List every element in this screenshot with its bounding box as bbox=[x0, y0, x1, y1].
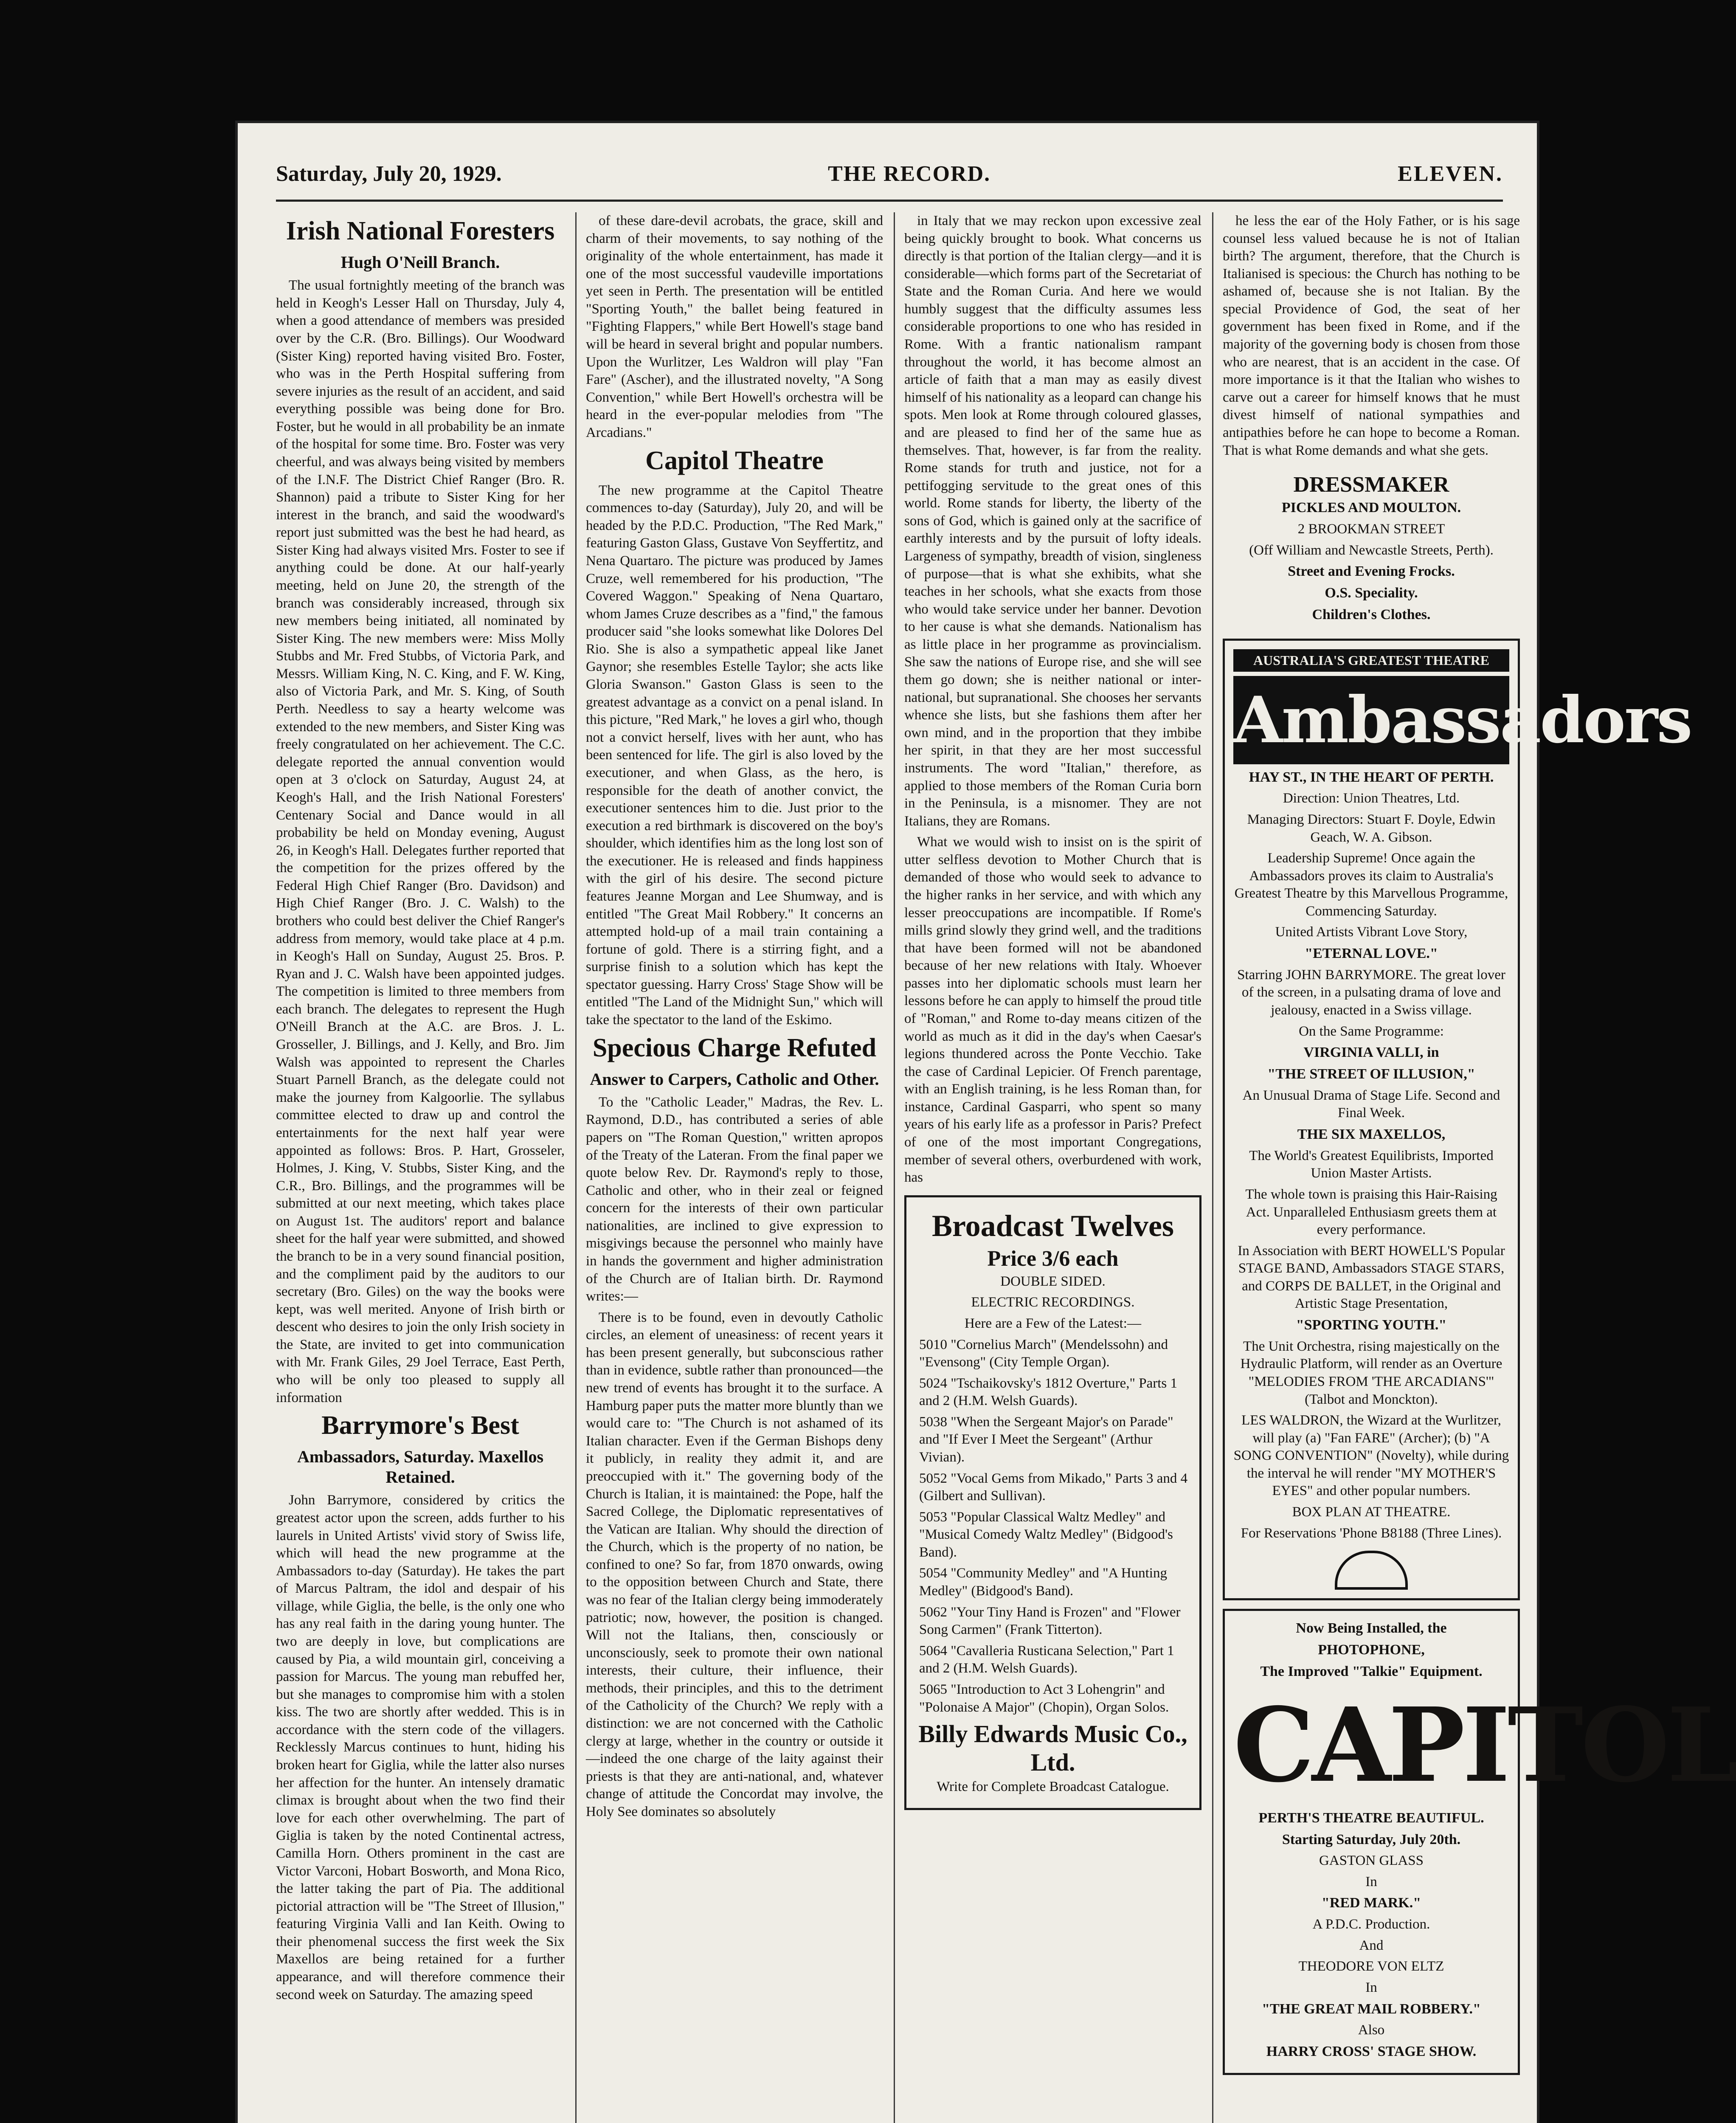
ad-line: Now Being Installed, the bbox=[1296, 1620, 1447, 1636]
ad-intro: Here are a Few of the Latest:— bbox=[965, 1315, 1141, 1331]
newspaper-page bbox=[238, 123, 1736, 2123]
ad-line: Direction: Union Theatres, Ltd. bbox=[1283, 791, 1460, 806]
record-item: 5064 "Cavalleria Rusticana Selection," Part 1 and 2 (H.M. Welsh Guards). bbox=[919, 1643, 1174, 1676]
ad-line: For Reservations 'Phone B8188 (Three Lines). bbox=[1241, 1525, 1502, 1541]
record-item: 5038 "When the Sergeant Major's on Parade" and "If Ever I Meet the Sergeant" (Arthur Vivian). bbox=[919, 1414, 1173, 1465]
ad-line: An Unusual Drama of Stage Life. Second and Final Week. bbox=[1242, 1087, 1500, 1121]
ad-feature: "THE GREAT MAIL ROBBERY." bbox=[1262, 2001, 1481, 2017]
ad-feature: "SPORTING YOUTH." bbox=[1296, 1317, 1447, 1333]
ad-line: PERTH'S THEATRE BEAUTIFUL. bbox=[1258, 1810, 1484, 1826]
specious-subhead: Answer to Carpers, Catholic and Other. bbox=[590, 1069, 879, 1089]
ad-line: LES WALDRON, the Wizard at the Wurlitzer, will play (a) "Fan FARE" (Archer); (b) "A SONG CONVENTION" (Novelty), while during the interval he will render "MY MOTHER'S EYES" and other popular numbers. bbox=[1233, 1413, 1509, 1499]
ad-line: Managing Directors: Stuart F. Doyle, Edwin Geach, W. A. Gibson. bbox=[1247, 811, 1496, 845]
barrymore-headline: Barrymore's Best bbox=[321, 1411, 519, 1440]
capitol-theatre-headline: Capitol Theatre bbox=[645, 446, 824, 475]
dressmaker-line: O.S. Speciality. bbox=[1325, 585, 1418, 601]
ad-feature: THE SIX MAXELLOS, bbox=[1297, 1126, 1446, 1142]
issue-date: Saturday, July 20, 1929. bbox=[276, 162, 502, 186]
record-item: 5024 "Tschaikovsky's 1812 Overture," Parts 1 and 2 (H.M. Welsh Guards). bbox=[919, 1375, 1178, 1409]
column-1 bbox=[276, 212, 565, 2123]
ad-title: Broadcast Twelves bbox=[932, 1208, 1174, 1243]
ad-feature: HARRY CROSS' STAGE SHOW. bbox=[1266, 2044, 1477, 2060]
ad-line: A P.D.C. Production. bbox=[1312, 1917, 1430, 1932]
ad-line: Starting Saturday, July 20th. bbox=[1282, 1831, 1461, 1847]
dressmaker-line: Street and Evening Frocks. bbox=[1288, 563, 1455, 580]
ad-seller: Billy Edwards Music Co., Ltd. bbox=[918, 1720, 1187, 1777]
ad-feature: "ETERNAL LOVE." bbox=[1305, 946, 1438, 962]
record-item: 5010 "Cornelius March" (Mendelssohn) and "Evensong" (City Temple Organ). bbox=[919, 1337, 1168, 1370]
ad-line: On the Same Programme: bbox=[1299, 1023, 1444, 1039]
ad-line: ELECTRIC RECORDINGS. bbox=[971, 1295, 1135, 1310]
ad-line: Starring JOHN BARRYMORE. The great lover of the screen, in a pulsating drama of love and jealousy, enacted in a Swiss village. bbox=[1237, 967, 1505, 1018]
dressmaker-address: 2 BROOKMAN STREET bbox=[1297, 521, 1445, 537]
ad-line: VIRGINIA VALLI, in bbox=[1303, 1045, 1439, 1061]
column-rule bbox=[894, 212, 895, 2123]
ad-line: Also bbox=[1358, 2022, 1385, 2038]
column-rule bbox=[1212, 212, 1213, 2123]
paper-name: THE RECORD. bbox=[828, 162, 991, 186]
specious-body: There is to be found, even in devoutly Catholic circles, an element of uneasiness: of recent years it has been present generally, but subconscious rather than in evidence, subtle rather than pronounced—the new trend of events has brought it to the surface. A Hamburg paper puts the matter more bluntly than we would care to: "The Church is not ashamed of its Italian character. Even if the German Bishops deny it publicly, in reality they admit it, and are preoccupied with it." The governing body of the Church is Italian, it is maintained: the Pope, half the Sacred College, the Diplomatic representatives of the Vatican are Italian. Why should the direction of the Church, which is the property of no nation, be confined to one? So far, from 1870 onwards, owing to the opposition between Church and State, there was no fear of the Italian clergy being immoderately patriotic; now, however, the position is changed. Will not the Italians, then, consciously or unconsciously, seek to promote their own national interests, their culture, their influence, their methods, their principles, and this to the detriment of the Catholicity of the Church? We reply with a distinction: we are not concerned with the Catholic clergy at large, whether in the country or outside it—indeed the one charge of the laity against their priests is that they are anti-national, and, whatever change of attitude the Concordat may involve, the Holy See dominates so absolutely bbox=[586, 1309, 883, 1819]
column-4 bbox=[1223, 212, 1736, 2123]
barrymore-body: John Barrymore, considered by critics the greatest actor upon the screen, adds further to his laurels in United Artists' vivid story of Swiss life, which will head the new programme at the Ambassadors to-day (Saturday). He takes the part of Marcus Paltram, the idol and despair of his village, while Giglia, the belle, is the only one who has any real faith in the daring young hunter. The two are deeply in love, but complications are caused by Pia, a wild mountain girl, conceiving a passion for Marcus. The young man rebuffed her, but she manages to compromise him with a stolen kiss. The two are shortly after wedded. This is in accordance with the stern code of the villagers. Recklessly Marcus continues to hunt, hiding his broken heart for Giglia, while the latter also nurses her affection for the hunter. An intensely dramatic climax is brought about when the two find their love for each other overwhelming. The part of Giglia is taken by the noted Continental actress, Camilla Horn. Others prominent in the cast are Victor Varconi, Hobart Bosworth, and Mona Rico, the latter taking the part of Pia. The additional pictorial attraction will be "The Street of Illusion," featuring Virginia Valli and Ian Keith. Owing to their phenomenal success the first week the Six Maxellos are being retained for a further appearance, and will therefore commence their second week on Saturday. The amazing speed bbox=[276, 1492, 565, 2002]
ad-line: The whole town is praising this Hair-Raising Act. Unparalleled Enthusiasm greets them at every performance. bbox=[1245, 1186, 1497, 1238]
capitol-ad bbox=[1223, 1609, 1736, 2075]
foresters-headline: Irish National Foresters bbox=[286, 217, 555, 245]
record-item: 5062 "Your Tiny Hand is Frozen" and "Flower Song Carmen" (Frank Titterton). bbox=[919, 1604, 1181, 1638]
broadcast-twelves-ad bbox=[904, 1195, 1201, 1810]
article-continuation: he less the ear of the Holy Father, or is his sage counsel less valued because he is not of Italian birth? The argument, therefore, that the Church is Italianised is specious: the Church has nothing to be ashamed of, because she is not Italian. By the special Providence of God, the seat of her government has been fixed in Rome, and if the majority of the governing body is chosen from those who are nearest, that is an accident in the case. Of more importance is it that the Italian who wishes to carve out a career for himself knows that he must divest himself of national sympathies and antipathies before he can hope to become a Roman. That is what Rome demands and what she gets. bbox=[1223, 213, 1520, 458]
foresters-subhead: Hugh O'Neill Branch. bbox=[340, 253, 500, 272]
dressmaker-ad bbox=[1223, 468, 1520, 630]
barrymore-subhead: Ambassadors, Saturday. Maxellos Retained. bbox=[297, 1447, 544, 1487]
ad-line: GASTON GLASS bbox=[1319, 1853, 1424, 1869]
capitol-logo: CAPITOL bbox=[1233, 1685, 1736, 1805]
record-item: 5052 "Vocal Gems from Mikado," Parts 3 and 4 (Gilbert and Sullivan). bbox=[919, 1470, 1188, 1504]
ad-price: Price 3/6 each bbox=[987, 1246, 1119, 1271]
capitol-theatre-body: The new programme at the Capitol Theatre commences to-day (Saturday), July 20, and will be headed by the P.D.C. Production, "The Red Mark," featuring Gaston Glass, Gustave Von Seyffertitz, and Nena Quartaro. The picture was produced by James Cruze, well remembered for his production, "The Covered Waggon." Speaking of Nena Quartaro, whom James Cruze describes as a "find," the famous producer said "she looks somewhat like Dolores Del Rio. She is also a sympathetic appeal like Janet Gaynor; she resembles Estelle Taylor; she acts like Gloria Swanson." Gaston Glass is seen to the greatest advantage as a convict on a penal island. In this picture, "Red Mark," he loves a girl who, though not a convict herself, lives with her aunt, who has been sentenced for life. The girl is also loved by the executioner, and when Glass, as the hero, is responsible for the death of another convict, the executioner sentences him to die. Just prior to the execution a red birthmark is discovered on the boy's shoulder, which identifies him as the long lost son of the executioner. He is released and finds happiness with the girl of his desire. The second picture features Jeanne Morgan and Lee Shumway, and is entitled "The Great Mail Robbery." It concerns an attempted hold-up of a mail train containing a fortune of gold. There is a stirring fight, and a surprise finish to a solution which has kept the spectator guessing. Harry Cross' Stage Show will be entitled "The Land of the Midnight Sun," which will take the spectator to the land of the Eskimo. bbox=[586, 482, 883, 1028]
theatre-logo-icon bbox=[1335, 1551, 1408, 1590]
dressmaker-line: Children's Clothes. bbox=[1312, 606, 1431, 622]
ad-line: The Unit Orchestra, rising majestically on the Hydraulic Platform, will render as an Overture "MELODIES FROM 'THE ARCADIANS'" (Talbot and Monckton). bbox=[1240, 1338, 1502, 1407]
ad-line: THEODORE VON ELTZ bbox=[1298, 1959, 1444, 1974]
article-continuation: What we would wish to insist on is the spirit of utter selfless devotion to Mother Church that is demanded of those who would seek to advance to the higher ranks in her service, and with which any lesser preoccupations are incompatible. If Rome's mills grind slowly they grind well, and the traditions that have been formed will not be abandoned because of her new relations with Italy. Whoever passes into her diplomatic schools must learn her lessons before he can apply to himself the proud title of "Roman," and Rome to-day means citizen of the world as much as it did in the day's when Caesar's legions thundered across the Ponte Vecchio. Take the case of Cardinal Lepicier. Of French parentage, with an English training, is he less Roman than, for instance, Cardinal Gasparri, who spent so many years of his early life as a professor in Paris? Prefect of one of the most important Congregations, member of several others, overburdened with work, has bbox=[904, 834, 1201, 1185]
article-continuation: in Italy that we may reckon upon excessive zeal being quickly brought to book. What concerns us directly is that portion of the Italian clergy—and it is considerable—which forms part of the Secretariat of State and the Roman Curia. And here we would humbly suggest that the difficulty assumes less considerable proportions to one who has resided in Rome. With a frantic nationalism rampant throughout the world, it has become almost an article of faith that a man may as easily divest himself of his nationality as a leopard can change his spots. Men look at Rome through coloured glasses, and are pleased to find her of the same hue as themselves. That, however, is far from the reality. Rome stands for truth and justice, not for a pettifogging servitude to the great ones of this world. Rome stands for liberty, the liberty of the sons of God, which is gained only at the sacrifice of earthly interests and by the pursuit of lofty ideals. Largeness of sympathy, breadth of vision, singleness of purpose—that is what she exhibits, what she teaches in her schools, what she exacts from those who would take service under her banner. Devotion to her cause is what she demands. Nationalism has as little place in her programme as provincialism. She saw the nations of Europe rise, and she will see them go down; she is neither national or inter-national, but supranational. She chooses her servants whence she lists, but she fashions them after her own mind, and in the proportion that they imbibe her spirit, in that they are her most successful instruments. The word "Italian," therefore, as applied to those members of the Roman Curia born in the Peninsula, is a misnomer. They are not Italians, they are Romans. bbox=[904, 213, 1201, 829]
column-2 bbox=[586, 212, 883, 2123]
continued-article: of these dare-devil acrobats, the grace, skill and charm of their movements, to say nothing of the originality of the whole entertainment, has made it one of the most successful vaudeville importations yet seen in Perth. The presentation will be entitled "Sporting Youth," the ballet being featured in "Fighting Flappers," while Bert Howell's stage band will be heard in several bright and popular numbers. Upon the Wurlitzer, Les Waldron will play "Fan Fare" (Ascher), and the illustrated novelty, "A Song Convention," while Bert Howell's orchestra will be heard in the ever-popular melodies from "The Arcadians." bbox=[586, 213, 883, 440]
ad-line: PHOTOPHONE, bbox=[1318, 1642, 1425, 1658]
record-item: 5053 "Popular Classical Waltz Medley" and "Musical Comedy Waltz Medley" (Bidgood's Band). bbox=[919, 1509, 1173, 1560]
ambassadors-ad bbox=[1223, 639, 1691, 1601]
ad-feature: "RED MARK." bbox=[1321, 1895, 1421, 1911]
page-number: ELEVEN. bbox=[1398, 162, 1503, 186]
ad-feature: "THE STREET OF ILLUSION," bbox=[1267, 1066, 1475, 1082]
dressmaker-title: DRESSMAKER bbox=[1293, 473, 1449, 497]
ad-line: BOX PLAN AT THEATRE. bbox=[1292, 1504, 1451, 1520]
ad-line: In bbox=[1365, 1874, 1377, 1889]
ad-line: In bbox=[1365, 1980, 1377, 1996]
ad-line: Leadership Supreme! Once again the Ambassadors proves its claim to Australia's Greatest Theatre by this Marvellous Programme, Commencing Saturday. bbox=[1234, 850, 1508, 919]
ad-line: The World's Greatest Equilibrists, Imported Union Master Artists. bbox=[1249, 1148, 1494, 1181]
ad-line: The Improved "Talkie" Equipment. bbox=[1260, 1663, 1483, 1679]
dressmaker-address: (Off William and Newcastle Streets, Perth). bbox=[1249, 542, 1494, 558]
ambassadors-logo: Ambassadors bbox=[1233, 676, 1509, 764]
ad-line: In Association with BERT HOWELL'S Popular STAGE BAND, Ambassadors STAGE STARS, and CORPS DE BALLET, in the Original and Artistic Stage Presentation, bbox=[1238, 1243, 1505, 1312]
ad-line: DOUBLE SIDED. bbox=[1000, 1273, 1106, 1289]
ad-line: United Artists Vibrant Love Story, bbox=[1275, 924, 1468, 940]
column-rule bbox=[575, 212, 577, 2123]
column-3 bbox=[904, 212, 1201, 2123]
ambassadors-banner: AUSTRALIA'S GREATEST THEATRE bbox=[1233, 649, 1509, 672]
foresters-body: The usual fortnightly meeting of the branch was held in Keogh's Lesser Hall on Thursday, July 4, when a good attendance of members was presided over by the C.R. (Bro. Billings). Our Woodward (Sister King) reported having visited Bro. Foster, who was in the Perth Hospital suffering from severe injuries as the result of an accident, and said everything possible was being done for Bro. Foster, but he would in all probability be an inmate of the hospital for some time. Bro. Foster was very cheerful, and was always being visited by members of the I.N.F. The District Chief Ranger (Bro. R. Shannon) paid a tribute to Sister King for her interest in the branch, and said the woodward's report just submitted was the best he had heard, as Sister King had always visited Mrs. Foster to see if anything could be done. At our half-yearly meeting, held on June 20, the strength of the branch was considerably increased, through six new members being initiated, all nominated by Sister King. The new members were: Miss Molly Stubbs and Mr. Fred Stubbs, of Victoria Park, and Messrs. William King, N. C. King, and F. W. King, also of Victoria Park, and Mr. S. King, of South Perth. Needless to say a hearty welcome was extended to the new members, and Sister King was freely congratulated on her achievement. The C.C. delegate reported the annual convention would open at 3 o'clock on Saturday, August 24, at Keogh's Hall, and the Irish National Foresters' Centenary Social and Dance would in all probability be held on Monday evening, August 26, in Keogh's Hall. Delegates further reported that the competition for the prizes offered by the Federal High Chief Ranger (Bro. Davidson) and High Chief Ranger (Bro. J. C. Walsh) to the brothers who could best deliver the Chief Ranger's address from memory, would take place at 4 p.m. in Keogh's Hall on Sunday, August 25. Bros. P. Ryan and J. C. Walsh have been appointed judges. The competition is limited to three members from each branch. The delegates to represent the Hugh O'Neill Branch at the A.C. are Bros. J. L. Grosseller, J. Billings, and J. Kelly, and Bro. Jim Walsh was appointed to represent the Charles Stuart Parnell Branch, as the delegate could not make the journey from Kalgoorlie. The syllabus committee elected to draw up and control the entertainments for the next half year were appointed as follows: Bros. P. Hart, Grosseler, Holmes, J. King, V. Stubbs, Sister King, and the C.R., Bro. Billings, and the programmes will be submitted at our next meeting, which takes place on August 1st. The auditors' report and balance sheet for the half year were submitted, and showed the branch to be in a very sound financial position, and the compliment paid by the auditors to our secretary (Bro. Giles) on the way the books were kept, was well merited. Anyone of Irish birth or descent who desires to join the only Irish society in the State, are invited to get into communication with Mr. Frank Giles, 29 Joel Terrace, East Perth, who will be only too pleased to supply all information bbox=[276, 278, 565, 1405]
record-item: 5065 "Introduction to Act 3 Lohengrin" and "Polonaise A Major" (Chopin), Organ Solos. bbox=[919, 1681, 1169, 1715]
dressmaker-name: PICKLES AND MOULTON. bbox=[1281, 500, 1461, 516]
specious-headline: Specious Charge Refuted bbox=[592, 1033, 877, 1062]
record-item: 5054 "Community Medley" and "A Hunting Medley" (Bidgood's Band). bbox=[919, 1566, 1167, 1599]
ad-line: HAY ST., IN THE HEART OF PERTH. bbox=[1249, 769, 1494, 785]
masthead bbox=[276, 153, 1503, 202]
specious-body: To the "Catholic Leader," Madras, the Rev. L. Raymond, D.D., has contributed a series of able papers on "The Roman Question," written apropos of the Treaty of the Lateran. From the final paper we quote below Rev. Dr. Raymond's reply to those, Catholic and other, who in their zeal or feigned concern for the interests of their own particular nationalities, are inclined to give expression to misgivings because the personnel who mainly have in hands the government and higher administration of the Church are of Italian birth. Dr. Raymond writes:— bbox=[586, 1094, 883, 1304]
ad-footer: Write for Complete Broadcast Catalogue. bbox=[937, 1779, 1169, 1795]
ad-line: And bbox=[1359, 1937, 1384, 1953]
